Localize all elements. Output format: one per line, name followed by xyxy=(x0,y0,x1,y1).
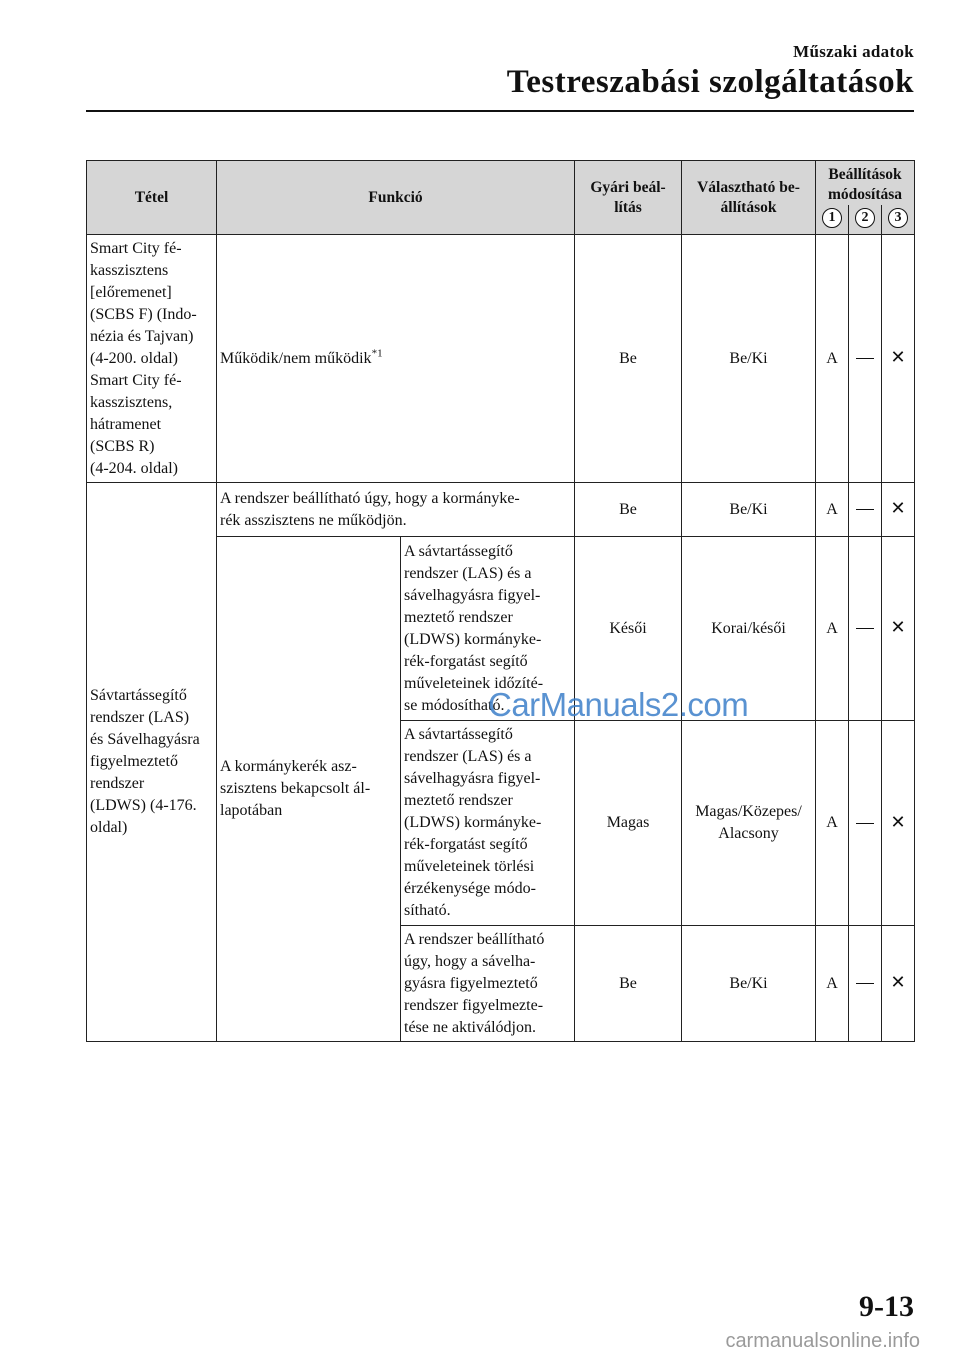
header-function: Funkció xyxy=(217,161,575,235)
cell-method-2 xyxy=(849,721,882,926)
circled-number-icon: 3 xyxy=(888,208,908,228)
footnote-marker: *1 xyxy=(371,347,383,360)
cell-method-3 xyxy=(882,926,915,1042)
cell-method-2 xyxy=(849,483,882,537)
cell-selectable: Magas/Közepes/ Alacsony xyxy=(682,721,816,926)
page-title: Testreszabási szolgáltatások xyxy=(506,64,914,100)
cell-factory: Be xyxy=(575,483,682,537)
cell-function: A rendszer beállítható úgy, hogy a kormányke- rék asszisztens ne működjön. xyxy=(217,483,575,537)
footer-source: carmanualsonline.info xyxy=(725,1330,920,1352)
cell-factory: Be xyxy=(575,235,682,483)
cell-item: Smart City fé- kasszisztens [előremenet] (SCBS F) (Indo- nézia és Tajvan) (4-200. oldal) Smart City fé- kasszisztens, hátramenet (SCBS R) (4-204. oldal) xyxy=(87,235,217,483)
customization-table xyxy=(86,160,915,1042)
cell-method-3 xyxy=(882,721,915,926)
header-item: Tétel xyxy=(87,161,217,235)
header-modify-method: Beállítások módosítása xyxy=(816,161,915,206)
dash-icon xyxy=(856,628,874,629)
header-factory-setting: Gyári beál- lítás xyxy=(575,161,682,235)
circled-number-icon: 1 xyxy=(822,208,842,228)
cell-item: Sávtartássegítő rendszer (LAS) és Sávelhagyásra figyelmeztető rendszer (LDWS) (4-176. oldal) xyxy=(87,483,217,1042)
x-mark-icon: ✕ xyxy=(890,617,906,638)
x-mark-icon: ✕ xyxy=(890,347,906,368)
x-mark-icon: ✕ xyxy=(890,811,906,833)
title-divider xyxy=(86,110,914,112)
cell-method-2 xyxy=(849,926,882,1042)
dash-icon xyxy=(856,823,874,824)
header-row xyxy=(87,161,915,206)
section-label: Műszaki adatok xyxy=(793,42,914,61)
cell-method-3 xyxy=(882,483,915,537)
cell-function: A sávtartássegítő rendszer (LAS) és a sávelhagyásra figyel- meztető rendszer (LDWS) kormányke- rék-forgatást segítő műveleteinek törlési érzékenysége módo- sítható. xyxy=(401,721,575,926)
watermark-text: CarManuals2.com xyxy=(488,686,749,723)
cell-selectable: Be/Ki xyxy=(682,483,816,537)
table-row xyxy=(87,235,915,483)
header-selectable-settings: Választható be- állítások xyxy=(682,161,816,235)
header-method-3 xyxy=(882,205,915,235)
cell-method-1: A xyxy=(816,537,849,721)
cell-factory: Be xyxy=(575,926,682,1042)
cell-method-1: A xyxy=(816,483,849,537)
cell-function-group: A kormánykerék asz- szisztens bekapcsolt ál- lapotában xyxy=(217,537,401,1042)
cell-method-2 xyxy=(849,537,882,721)
dash-icon xyxy=(856,509,874,510)
cell-method-3 xyxy=(882,235,915,483)
cell-method-2 xyxy=(849,235,882,483)
dash-icon xyxy=(856,983,874,984)
cell-selectable: Korai/késői xyxy=(682,537,816,721)
table-row xyxy=(87,483,915,537)
cell-method-1: A xyxy=(816,721,849,926)
dash-icon xyxy=(856,358,874,359)
cell-function: A rendszer beállítható úgy, hogy a sávelha- gyásra figyelmeztető rendszer figyelmezte- tése ne aktiválódjon. xyxy=(401,926,575,1042)
cell-method-1: A xyxy=(816,926,849,1042)
cell-method-1: A xyxy=(816,235,849,483)
cell-function: A sávtartássegítő rendszer (LAS) és a sávelhagyásra figyel- meztető rendszer (LDWS) kormányke- rék-forgatást segítő műveleteinek időzíté- se módosítható. xyxy=(401,537,575,721)
cell-factory: Késői xyxy=(575,537,682,721)
x-mark-icon: ✕ xyxy=(890,498,906,519)
x-mark-icon: ✕ xyxy=(890,972,906,993)
cell-method-3 xyxy=(882,537,915,721)
header-method-2 xyxy=(849,205,882,235)
circled-number-icon: 2 xyxy=(855,208,875,228)
page-number: 9-13 xyxy=(859,1290,914,1323)
cell-function xyxy=(217,235,575,483)
function-text: Működik/nem működik xyxy=(220,349,372,367)
cell-selectable: Be/Ki xyxy=(682,926,816,1042)
header-method-1 xyxy=(816,205,849,235)
cell-factory: Magas xyxy=(575,721,682,926)
cell-selectable: Be/Ki xyxy=(682,235,816,483)
